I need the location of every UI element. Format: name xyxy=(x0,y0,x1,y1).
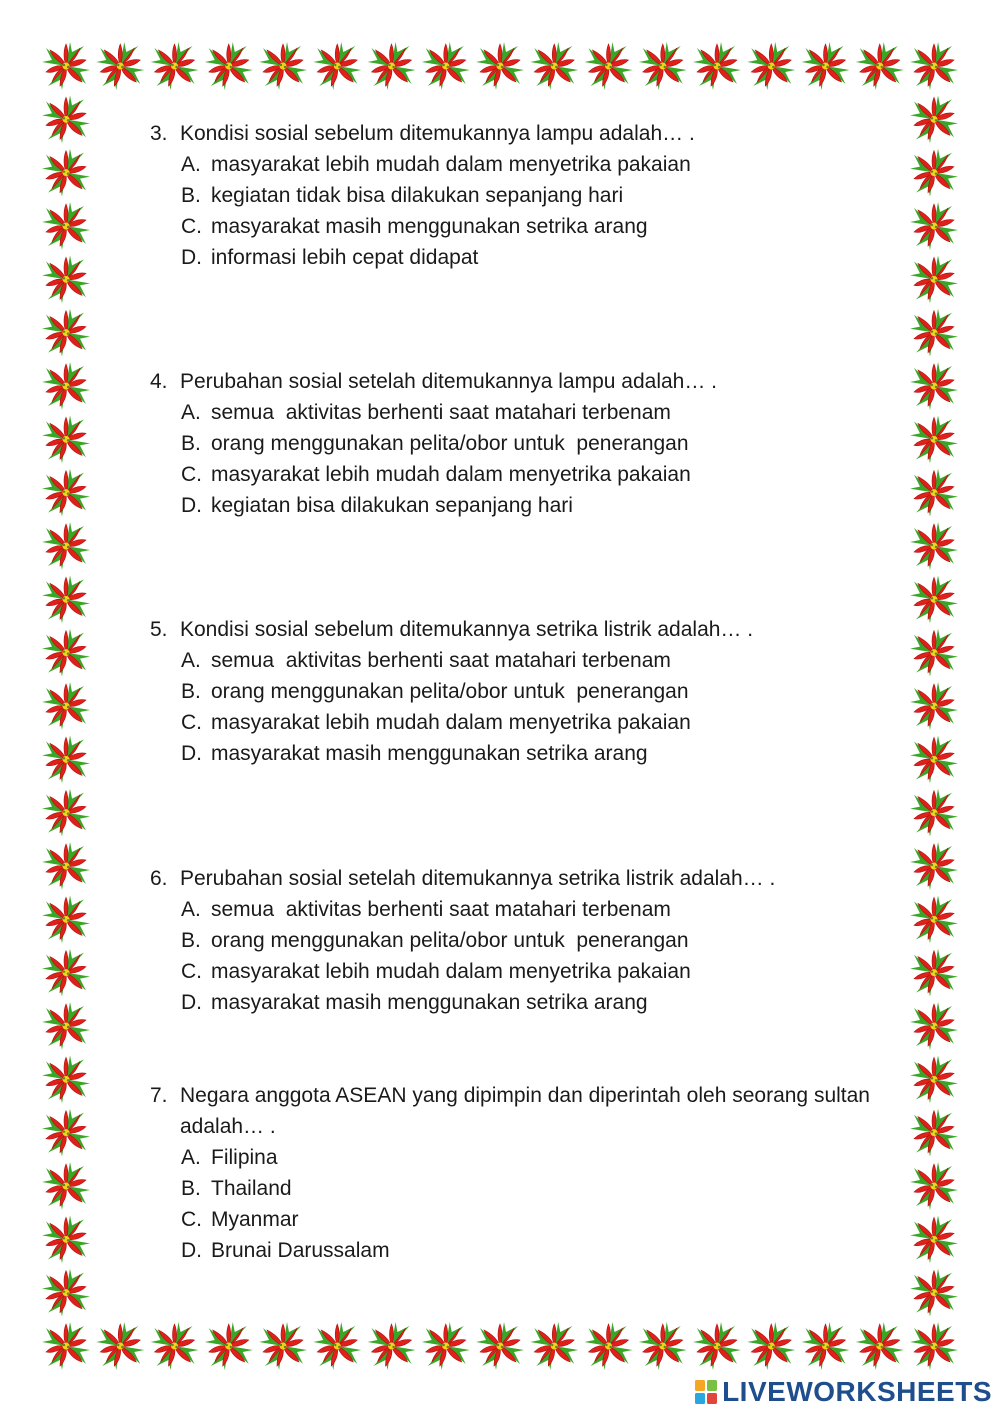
poinsettia-icon xyxy=(693,1322,741,1370)
option-text: orang menggunakan pelita/obor untuk penerangan xyxy=(211,680,689,703)
option-letter: B. xyxy=(181,1177,201,1200)
option-text: Myanmar xyxy=(211,1208,299,1231)
poinsettia-icon xyxy=(910,1002,958,1050)
poinsettia-icon xyxy=(422,42,470,90)
option-a[interactable] xyxy=(150,645,850,676)
option-letter: C. xyxy=(181,1208,202,1231)
poinsettia-icon xyxy=(802,42,850,90)
question-stem-continued xyxy=(150,1111,850,1142)
liveworksheets-logo[interactable] xyxy=(694,1375,992,1409)
poinsettia-icon xyxy=(42,415,90,463)
question-text: Kondisi sosial sebelum ditemukannya lampu adalah… . xyxy=(180,122,695,145)
option-text: masyarakat masih menggunakan setrika arang xyxy=(211,991,648,1014)
option-a[interactable] xyxy=(150,894,850,925)
poinsettia-icon xyxy=(910,202,958,250)
question-5 xyxy=(150,614,850,769)
poinsettia-icon xyxy=(802,1322,850,1370)
poinsettia-icon xyxy=(151,42,199,90)
option-letter: C. xyxy=(181,960,202,983)
option-a[interactable] xyxy=(150,1142,850,1173)
option-text: masyarakat lebih mudah dalam menyetrika pakaian xyxy=(211,960,691,983)
poinsettia-icon xyxy=(585,42,633,90)
option-text: informasi lebih cepat didapat xyxy=(211,246,479,269)
poinsettia-icon xyxy=(910,1215,958,1263)
option-letter: D. xyxy=(181,991,202,1014)
poinsettia-icon xyxy=(42,1055,90,1103)
option-letter: C. xyxy=(181,711,202,734)
option-letter: A. xyxy=(181,649,201,672)
poinsettia-icon xyxy=(42,1215,90,1263)
option-letter: B. xyxy=(181,184,201,207)
poinsettia-icon xyxy=(639,1322,687,1370)
poinsettia-icon xyxy=(151,1322,199,1370)
poinsettia-icon xyxy=(910,42,958,90)
option-letter: A. xyxy=(181,153,201,176)
poinsettia-icon xyxy=(42,469,90,517)
poinsettia-icon xyxy=(42,575,90,623)
poinsettia-icon xyxy=(910,362,958,410)
poinsettia-icon xyxy=(910,949,958,997)
poinsettia-icon xyxy=(747,42,795,90)
poinsettia-icon xyxy=(96,42,144,90)
option-text: semua aktivitas berhenti saat matahari terbenam xyxy=(211,898,671,921)
poinsettia-icon xyxy=(368,1322,416,1370)
question-stem xyxy=(150,1080,870,1111)
poinsettia-icon xyxy=(910,469,958,517)
brand-name: LIVEWORKSHEETS xyxy=(722,1376,992,1407)
option-text: semua aktivitas berhenti saat matahari terbenam xyxy=(211,401,671,424)
poinsettia-icon xyxy=(313,42,361,90)
question-4 xyxy=(150,366,850,521)
poinsettia-icon xyxy=(910,95,958,143)
option-text: orang menggunakan pelita/obor untuk penerangan xyxy=(211,432,689,455)
question-number: 6. xyxy=(150,867,168,890)
poinsettia-icon xyxy=(42,735,90,783)
poinsettia-icon xyxy=(856,1322,904,1370)
poinsettia-icon xyxy=(42,309,90,357)
poinsettia-icon xyxy=(42,1162,90,1210)
poinsettia-icon xyxy=(910,1162,958,1210)
poinsettia-icon xyxy=(259,42,307,90)
poinsettia-icon xyxy=(42,682,90,730)
poinsettia-icon xyxy=(42,522,90,570)
poinsettia-icon xyxy=(530,1322,578,1370)
question-text: Kondisi sosial sebelum ditemukannya setrika listrik adalah… . xyxy=(180,618,754,641)
option-text: Thailand xyxy=(211,1177,292,1200)
option-letter: B. xyxy=(181,929,201,952)
poinsettia-icon xyxy=(910,895,958,943)
option-d[interactable] xyxy=(150,1235,850,1266)
option-text: Brunai Darussalam xyxy=(211,1239,390,1262)
poinsettia-icon xyxy=(639,42,687,90)
question-text: Perubahan sosial setelah ditemukannya lampu adalah… . xyxy=(180,370,718,393)
option-letter: D. xyxy=(181,742,202,765)
option-d[interactable] xyxy=(150,242,850,273)
poinsettia-icon xyxy=(910,415,958,463)
poinsettia-icon xyxy=(476,42,524,90)
poinsettia-icon xyxy=(910,735,958,783)
poinsettia-icon xyxy=(910,842,958,890)
question-text: Negara anggota ASEAN yang dipimpin dan diperintah oleh seorang sultan xyxy=(180,1084,870,1107)
poinsettia-icon xyxy=(422,1322,470,1370)
poinsettia-icon xyxy=(42,362,90,410)
question-text: Perubahan sosial setelah ditemukannya setrika listrik adalah… . xyxy=(180,867,776,890)
poinsettia-icon xyxy=(42,1109,90,1157)
question-stem xyxy=(150,863,850,894)
poinsettia-icon xyxy=(530,42,578,90)
liveworksheets-logo-icon xyxy=(694,1379,718,1405)
poinsettia-icon xyxy=(910,522,958,570)
poinsettia-icon xyxy=(42,149,90,197)
poinsettia-icon xyxy=(42,42,90,90)
poinsettia-icon xyxy=(96,1322,144,1370)
poinsettia-icon xyxy=(476,1322,524,1370)
option-text: masyarakat lebih mudah dalam menyetrika pakaian xyxy=(211,711,691,734)
option-letter: C. xyxy=(181,215,202,238)
option-c[interactable] xyxy=(150,1204,850,1235)
question-7 xyxy=(150,1080,870,1266)
poinsettia-icon xyxy=(910,1055,958,1103)
poinsettia-icon xyxy=(910,309,958,357)
option-text: masyarakat lebih mudah dalam menyetrika pakaian xyxy=(211,153,691,176)
question-3 xyxy=(150,118,850,273)
question-number: 4. xyxy=(150,370,168,393)
option-text: kegiatan tidak bisa dilakukan sepanjang hari xyxy=(211,184,624,207)
poinsettia-icon xyxy=(910,575,958,623)
option-c[interactable] xyxy=(150,459,850,490)
option-text: masyarakat masih menggunakan setrika arang xyxy=(211,742,648,765)
option-text: masyarakat lebih mudah dalam menyetrika pakaian xyxy=(211,463,691,486)
poinsettia-icon xyxy=(910,1109,958,1157)
poinsettia-icon xyxy=(259,1322,307,1370)
poinsettia-icon xyxy=(42,1322,90,1370)
option-d[interactable] xyxy=(150,987,850,1018)
poinsettia-icon xyxy=(42,895,90,943)
option-d[interactable] xyxy=(150,738,850,769)
poinsettia-icon xyxy=(42,1269,90,1317)
poinsettia-icon xyxy=(42,202,90,250)
poinsettia-icon xyxy=(42,255,90,303)
poinsettia-icon xyxy=(693,42,741,90)
poinsettia-icon xyxy=(205,42,253,90)
option-b[interactable] xyxy=(150,1173,850,1204)
poinsettia-icon xyxy=(42,842,90,890)
option-text: masyarakat masih menggunakan setrika arang xyxy=(211,215,648,238)
poinsettia-icon xyxy=(313,1322,361,1370)
option-letter: A. xyxy=(181,1146,201,1169)
option-c[interactable] xyxy=(150,707,850,738)
option-letter: D. xyxy=(181,494,202,517)
option-c[interactable] xyxy=(150,211,850,242)
option-b[interactable] xyxy=(150,428,850,459)
option-c[interactable] xyxy=(150,956,850,987)
option-b[interactable] xyxy=(150,180,850,211)
question-6 xyxy=(150,863,850,1018)
poinsettia-icon xyxy=(205,1322,253,1370)
question-stem xyxy=(150,614,850,645)
option-letter: B. xyxy=(181,680,201,703)
poinsettia-icon xyxy=(42,629,90,677)
option-letter: C. xyxy=(181,463,202,486)
poinsettia-icon xyxy=(42,95,90,143)
poinsettia-icon xyxy=(747,1322,795,1370)
poinsettia-icon xyxy=(368,42,416,90)
option-text: orang menggunakan pelita/obor untuk penerangan xyxy=(211,929,689,952)
poinsettia-icon xyxy=(910,789,958,837)
option-letter: D. xyxy=(181,246,202,269)
option-text: semua aktivitas berhenti saat matahari terbenam xyxy=(211,649,671,672)
poinsettia-icon xyxy=(42,1002,90,1050)
poinsettia-icon xyxy=(42,949,90,997)
poinsettia-icon xyxy=(910,1269,958,1317)
poinsettia-icon xyxy=(910,682,958,730)
option-text: kegiatan bisa dilakukan sepanjang hari xyxy=(211,494,573,517)
option-b[interactable] xyxy=(150,676,850,707)
option-b[interactable] xyxy=(150,925,850,956)
option-letter: A. xyxy=(181,898,201,921)
option-letter: B. xyxy=(181,432,201,455)
poinsettia-icon xyxy=(856,42,904,90)
option-letter: D. xyxy=(181,1239,202,1262)
question-text-continued: adalah… . xyxy=(180,1115,276,1138)
poinsettia-icon xyxy=(42,789,90,837)
poinsettia-icon xyxy=(910,149,958,197)
poinsettia-icon xyxy=(585,1322,633,1370)
question-number: 3. xyxy=(150,122,168,145)
poinsettia-icon xyxy=(910,629,958,677)
question-stem xyxy=(150,118,850,149)
option-text: Filipina xyxy=(211,1146,278,1169)
option-a[interactable] xyxy=(150,149,850,180)
question-number: 5. xyxy=(150,618,168,641)
question-number: 7. xyxy=(150,1084,168,1107)
poinsettia-icon xyxy=(910,1322,958,1370)
option-d[interactable] xyxy=(150,490,850,521)
question-stem xyxy=(150,366,850,397)
poinsettia-icon xyxy=(910,255,958,303)
option-letter: A. xyxy=(181,401,201,424)
option-a[interactable] xyxy=(150,397,850,428)
